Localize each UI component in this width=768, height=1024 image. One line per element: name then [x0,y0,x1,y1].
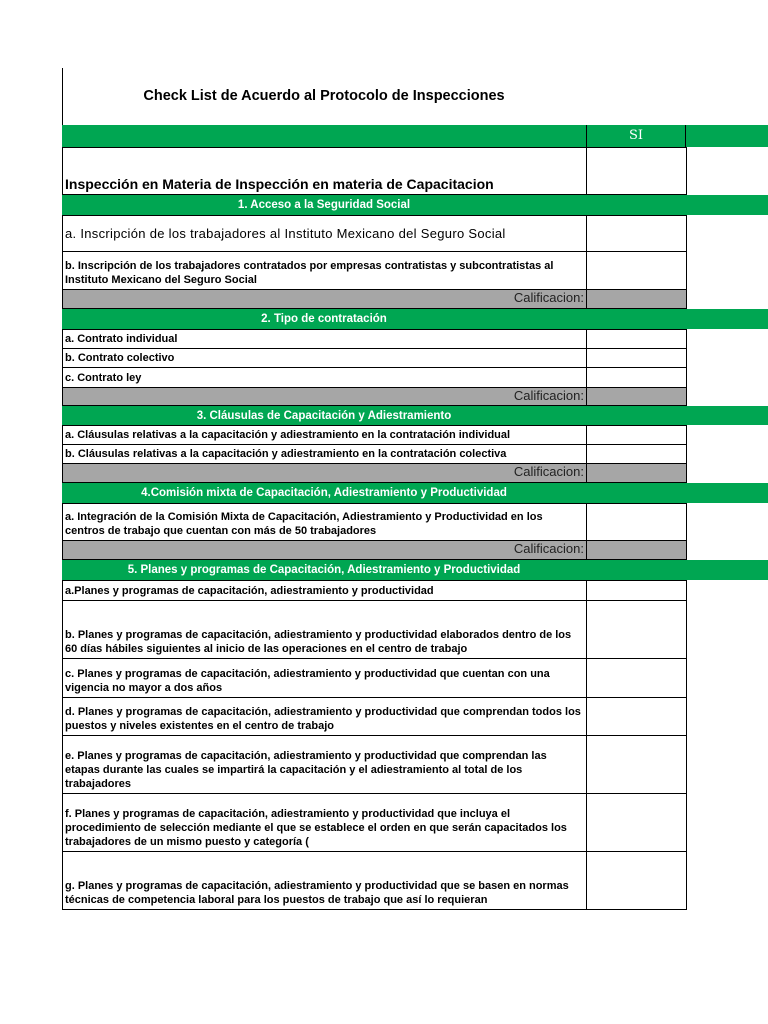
answer-cell[interactable] [587,445,686,463]
answer-cell[interactable] [587,601,686,658]
score-label: Calificacion: [63,388,587,405]
answer-cell[interactable] [587,426,686,444]
section-2-header: 2. Tipo de contratación [62,309,768,329]
checklist-row [62,445,687,464]
item-text: a.Planes y programas de capacitación, adiestramiento y productividad [63,581,587,600]
checklist-row [62,425,687,445]
section-4-header: 4.Comisión mixta de Capacitación, Adiestramiento y Productividad [62,483,768,503]
answer-cell[interactable] [587,852,686,909]
checklist-row [62,503,687,541]
answer-cell[interactable] [587,698,686,735]
item-text: c. Planes y programas de capacitación, adiestramiento y productividad que cuentan con una vigencia no mayor a dos años [63,659,587,697]
checklist-row [62,659,687,698]
item-text: d. Planes y programas de capacitación, adiestramiento y productividad que comprendan todos los puestos y niveles existentes en el centro de trabajo [63,698,587,735]
score-row [62,464,687,483]
score-label: Calificacion: [63,541,587,559]
item-text: a. Integración de la Comisión Mixta de Capacitación, Adiestramiento y Productividad en los centros de trabajo que cuentan con más de 50 trabajadores [63,504,587,540]
score-cell[interactable] [587,541,686,559]
answer-cell[interactable] [587,504,686,540]
item-text: f. Planes y programas de capacitación, adiestramiento y productividad que incluya el procedimiento de selección mediante el que se establece el orden en que serán capacitados los trabajadores de un mismo puesto y categoría ( [63,794,587,851]
checklist-row [62,698,687,736]
checklist-row [62,601,687,659]
answer-cell[interactable] [587,368,686,387]
column-header-bar [62,125,768,147]
score-cell[interactable] [587,290,686,308]
item-text: a. Cláusulas relativas a la capacitación y adiestramiento en la contratación individual [63,426,587,444]
checklist-row [62,368,687,388]
checklist-row [62,794,687,852]
checklist-row [62,252,687,290]
score-cell[interactable] [587,464,686,482]
section-5-header: 5. Planes y programas de Capacitación, Adiestramiento y Productividad [62,560,768,580]
answer-cell[interactable] [587,581,686,600]
answer-cell[interactable] [587,252,686,289]
column-header-si: SI [586,125,686,147]
page-title: Check List de Acuerdo al Protocolo de Inspecciones [143,88,505,104]
item-text: b. Contrato colectivo [63,349,587,367]
answer-cell[interactable] [587,330,686,348]
item-text: a. Contrato individual [63,330,587,348]
checklist-row [62,736,687,794]
item-text: b. Inscripción de los trabajadores contratados por empresas contratistas y subcontratistas al Instituto Mexicano del Seguro Social [63,252,587,289]
score-row [62,290,687,309]
answer-cell[interactable] [587,148,686,194]
section-3-header: 3. Cláusulas de Capacitación y Adiestramiento [62,406,768,425]
score-label: Calificacion: [63,290,587,308]
item-text: a. Inscripción de los trabajadores al Instituto Mexicano del Seguro Social [63,216,587,251]
score-label: Calificacion: [63,464,587,482]
answer-cell[interactable] [587,349,686,367]
main-heading: Inspección en Materia de Inspección en materia de Capacitacion [63,148,587,194]
checklist-row [62,329,687,349]
checklist-row [62,215,687,252]
answer-cell[interactable] [587,736,686,793]
item-text: e. Planes y programas de capacitación, adiestramiento y productividad que comprendan las etapas durante las cuales se impartirá la capacitación y el adiestramiento al total de los trabajadores [63,736,587,793]
item-text: b. Planes y programas de capacitación, adiestramiento y productividad elaborados dentro de los 60 días hábiles siguientes al inicio de las operaciones en el centro de trabajo [63,601,587,658]
score-row [62,541,687,560]
answer-cell[interactable] [587,659,686,697]
section-1-header: 1. Acceso a la Seguridad Social [62,195,768,215]
item-text: c. Contrato ley [63,368,587,387]
checklist-row [62,580,687,601]
main-heading-row [62,147,687,195]
item-text: g. Planes y programas de capacitación, adiestramiento y productividad que se basen en normas técnicas de competencia laboral para los puestos de trabajo que así lo requieran [63,852,587,909]
score-row [62,388,687,406]
answer-cell[interactable] [587,794,686,851]
checklist-row [62,852,687,910]
score-cell[interactable] [587,388,686,405]
answer-cell[interactable] [587,216,686,251]
item-text: b. Cláusulas relativas a la capacitación y adiestramiento en la contratación colectiva [63,445,587,463]
checklist-row [62,349,687,368]
